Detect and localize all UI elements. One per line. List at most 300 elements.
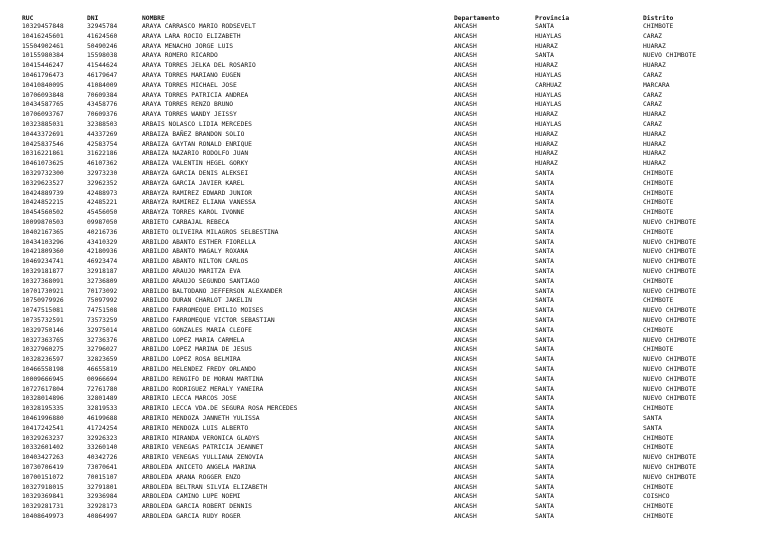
cell-dni: 73070641 (87, 464, 118, 471)
cell-ruc: 15504902461 (22, 42, 64, 50)
cell-nombre: ARBOLEDA CAMINO LUPE NOEMI (142, 493, 241, 501)
cell-distrito: CHIMBOTE (643, 326, 674, 334)
table-row (0, 189, 768, 198)
cell-departamento: ANCASH (454, 248, 477, 256)
cell-distrito: CHIMBOTE (643, 346, 674, 354)
cell-ruc: 10434103296 (22, 238, 64, 246)
table-row (0, 140, 768, 149)
cell-departamento: ANCASH (454, 356, 477, 364)
cell-nombre: ARBAYZA RAMIREZ EDWARD JUNIOR (142, 189, 252, 197)
cell-nombre: ARBIETO CARBAJAL REBECA (142, 219, 230, 226)
cell-provincia: SANTA (535, 326, 554, 334)
cell-departamento: ANCASH (454, 415, 477, 422)
table-row (0, 404, 768, 413)
cell-ruc: 10327960275 (22, 346, 64, 354)
cell-provincia: SANTA (535, 513, 554, 520)
cell-dni: 09987050 (87, 219, 118, 226)
cell-provincia: SANTA (535, 199, 554, 207)
cell-ruc: 10424852215 (22, 199, 64, 207)
cell-ruc: 10416245601 (22, 32, 64, 40)
cell-distrito: HUARAZ (643, 130, 666, 138)
cell-distrito: NUEVO CHIMBOTE (643, 307, 697, 315)
cell-ruc: 10461996880 (22, 415, 64, 422)
cell-distrito: NUEVO CHIMBOTE (643, 238, 697, 246)
header-provincia: Provincia (535, 15, 570, 22)
cell-departamento: ANCASH (454, 268, 477, 275)
cell-dni: 41544624 (87, 62, 118, 70)
cell-nombre: ARBILDO FARROMEQUE VICTOR SEBASTIAN (142, 317, 275, 324)
cell-distrito: SANTA (643, 424, 662, 432)
table-row (0, 394, 768, 403)
cell-nombre: ARBILDO LOPEZ MARIA CARMELA (142, 336, 245, 344)
cell-nombre: ARBILDO FARROMEQUE EMILIO MOISES (142, 307, 264, 315)
header-nombre: NOMBRE (142, 15, 165, 22)
cell-distrito: NUEVO CHIMBOTE (643, 317, 697, 324)
cell-departamento: ANCASH (454, 464, 477, 471)
cell-departamento: ANCASH (454, 405, 477, 413)
cell-nombre: ARBILDO ARAUJO SEGUNDO SANTIAGO (142, 277, 260, 285)
cell-ruc: 10454560502 (22, 209, 64, 217)
cell-distrito: CHIMBOTE (643, 199, 674, 207)
cell-ruc: 10410840095 (22, 81, 64, 89)
cell-nombre: ARBILDO GONZALES MARIA CLEOFE (142, 326, 252, 334)
cell-distrito: CHIMBOTE (643, 209, 674, 217)
cell-dni: 41084009 (87, 81, 118, 89)
cell-nombre: ARBAYZA TORRES KAROL IVONNE (142, 209, 245, 217)
cell-departamento: ANCASH (454, 317, 477, 324)
cell-nombre: ARBILDO DURAN CHARLOT JAKELIN (142, 297, 252, 305)
cell-dni: 46923474 (87, 258, 118, 266)
cell-distrito: CHIMBOTE (643, 513, 674, 520)
cell-provincia: SANTA (535, 219, 554, 226)
cell-ruc: 10466558198 (22, 366, 64, 373)
cell-provincia: SANTA (535, 336, 554, 344)
cell-distrito: CARAZ (643, 91, 662, 99)
cell-provincia: SANTA (535, 238, 554, 246)
cell-departamento: ANCASH (454, 297, 477, 305)
cell-dni: 32962352 (87, 179, 118, 187)
cell-dni: 32736376 (87, 336, 118, 344)
cell-departamento: ANCASH (454, 277, 477, 285)
cell-ruc: 10329181877 (22, 268, 64, 275)
table-row (0, 91, 768, 100)
cell-provincia: SANTA (535, 454, 554, 462)
table-row (0, 81, 768, 90)
cell-nombre: ARBILDO RODRIGUEZ MERALY YANEIRA (142, 385, 264, 393)
cell-provincia: SANTA (535, 385, 554, 393)
cell-distrito: NUEVO CHIMBOTE (643, 219, 697, 226)
cell-provincia: SANTA (535, 346, 554, 354)
cell-departamento: ANCASH (454, 62, 477, 70)
cell-dni: 70609376 (87, 111, 118, 119)
cell-distrito: NUEVO CHIMBOTE (643, 268, 697, 275)
cell-nombre: ARBIETO OLIVEIRA MILAGROS SELBESTINA (142, 228, 279, 236)
cell-ruc: 10415446247 (22, 62, 64, 70)
cell-provincia: SANTA (535, 228, 554, 236)
cell-distrito: CHIMBOTE (643, 297, 674, 305)
cell-departamento: ANCASH (454, 336, 477, 344)
cell-dni: 70173092 (87, 287, 118, 295)
cell-provincia: SANTA (535, 268, 554, 275)
cell-dni: 42485221 (87, 199, 118, 207)
cell-nombre: ARBIRIO MENDOZA LUIS ALBERTO (142, 424, 249, 432)
cell-departamento: ANCASH (454, 189, 477, 197)
cell-distrito: CHIMBOTE (643, 179, 674, 187)
table-row (0, 267, 768, 276)
cell-nombre: ARAYA TORRES WANDY JEISSY (142, 111, 237, 119)
cell-provincia: SANTA (535, 473, 554, 481)
cell-provincia: SANTA (535, 503, 554, 511)
cell-departamento: ANCASH (454, 199, 477, 207)
cell-ruc: 10434587765 (22, 101, 64, 109)
cell-ruc: 10425837546 (22, 140, 64, 148)
cell-departamento: ANCASH (454, 424, 477, 432)
cell-dni: 32945784 (87, 23, 118, 30)
cell-departamento: ANCASH (454, 228, 477, 236)
cell-ruc: 10329732300 (22, 170, 64, 177)
cell-distrito: CARAZ (643, 72, 662, 79)
cell-dni: 32823659 (87, 356, 118, 364)
cell-nombre: ARBAYZA GARCIA DENIS ALEKSEI (142, 170, 249, 177)
table-row (0, 414, 768, 423)
cell-provincia: HUARAZ (535, 140, 558, 148)
cell-ruc: 10417242541 (22, 424, 64, 432)
cell-provincia: SANTA (535, 23, 554, 30)
cell-provincia: SANTA (535, 277, 554, 285)
table-row (0, 296, 768, 305)
cell-departamento: ANCASH (454, 385, 477, 393)
cell-dni: 45456050 (87, 209, 118, 217)
cell-ruc: 10424889739 (22, 189, 64, 197)
cell-ruc: 10328236597 (22, 356, 64, 364)
cell-distrito: CHIMBOTE (643, 483, 674, 491)
cell-provincia: SANTA (535, 493, 554, 501)
cell-ruc: 10329263237 (22, 434, 64, 442)
cell-dni: 70015107 (87, 473, 118, 481)
table-row (0, 336, 768, 345)
cell-departamento: ANCASH (454, 52, 477, 60)
cell-dni: 31622186 (87, 150, 118, 158)
cell-provincia: HUARAZ (535, 130, 558, 138)
cell-distrito: NUEVO CHIMBOTE (643, 366, 697, 373)
cell-nombre: ARAYA TORRES MARIANO EUGEN (142, 72, 241, 79)
table-row (0, 365, 768, 374)
cell-nombre: ARBIRIO MENDOZA JANNETH YULISSA (142, 415, 260, 422)
cell-nombre: ARBILDO MELENDEZ FREDY ORLANDO (142, 366, 256, 373)
table-row (0, 434, 768, 443)
cell-dni: 32973230 (87, 170, 118, 177)
cell-dni: 32975014 (87, 326, 118, 334)
cell-provincia: SANTA (535, 483, 554, 491)
cell-ruc: 10700151072 (22, 473, 64, 481)
cell-dni: 32791801 (87, 483, 118, 491)
cell-ruc: 10328195335 (22, 405, 64, 413)
cell-departamento: ANCASH (454, 493, 477, 501)
cell-nombre: ARAYA MENACHO JORGE LUIS (142, 42, 233, 50)
cell-departamento: ANCASH (454, 72, 477, 79)
table-row (0, 483, 768, 492)
cell-ruc: 10747515081 (22, 307, 64, 315)
cell-nombre: ARBILDO RENGIFO DE MORAN MARTINA (142, 375, 264, 383)
cell-dni: 33260140 (87, 444, 118, 452)
cell-nombre: ARAYA TORRES JELKA DEL ROSARIO (142, 62, 256, 70)
cell-departamento: ANCASH (454, 513, 477, 520)
table-row (0, 247, 768, 256)
cell-departamento: ANCASH (454, 258, 477, 266)
cell-ruc: 10327363765 (22, 336, 64, 344)
cell-distrito: NUEVO CHIMBOTE (643, 375, 697, 383)
cell-nombre: ARBOLEDA GARCIA RUDY ROGER (142, 513, 241, 520)
cell-distrito: HUARAZ (643, 150, 666, 158)
cell-distrito: NUEVO CHIMBOTE (643, 473, 697, 481)
cell-dni: 46179647 (87, 72, 118, 79)
table-row (0, 198, 768, 207)
cell-ruc: 10461073625 (22, 160, 64, 168)
table-row (0, 345, 768, 354)
cell-distrito: HUARAZ (643, 42, 666, 50)
table-row (0, 238, 768, 247)
table-row (0, 130, 768, 139)
cell-nombre: ARBILDO ABANTO NILTON CARLOS (142, 258, 249, 266)
cell-ruc: 10332601402 (22, 444, 64, 452)
cell-departamento: ANCASH (454, 346, 477, 354)
cell-dni: 42180936 (87, 248, 118, 256)
cell-distrito: CARAZ (643, 101, 662, 109)
cell-nombre: ARBOLEDA GARCIA ROBERT DENNIS (142, 503, 252, 511)
cell-dni: 46107362 (87, 160, 118, 168)
cell-provincia: SANTA (535, 287, 554, 295)
cell-departamento: ANCASH (454, 395, 477, 403)
table-row (0, 228, 768, 237)
cell-ruc: 10701730921 (22, 287, 64, 295)
cell-distrito: CHIMBOTE (643, 277, 674, 285)
cell-departamento: ANCASH (454, 375, 477, 383)
cell-provincia: HUAYLAS (535, 101, 562, 109)
table-row (0, 22, 768, 31)
table-row (0, 287, 768, 296)
table-row (0, 208, 768, 217)
cell-provincia: HUARAZ (535, 42, 558, 50)
cell-provincia: SANTA (535, 366, 554, 373)
cell-departamento: ANCASH (454, 473, 477, 481)
table-row (0, 110, 768, 119)
cell-departamento: ANCASH (454, 454, 477, 462)
cell-ruc: 10750979926 (22, 297, 64, 305)
cell-provincia: HUAYLAS (535, 32, 562, 40)
cell-distrito: CHIMBOTE (643, 23, 674, 30)
cell-nombre: ARBAIS NOLASCO LIDIA MERCEDES (142, 121, 252, 128)
cell-nombre: ARBILDO BALTODANO JEFFERSON ALEXANDER (142, 287, 283, 295)
cell-nombre: ARBIRIO LECCA MARCOS JOSE (142, 395, 237, 403)
cell-dni: 46655819 (87, 366, 118, 373)
cell-ruc: 10403427263 (22, 454, 64, 462)
cell-dni: 43458776 (87, 101, 118, 109)
cell-distrito: NUEVO CHIMBOTE (643, 258, 697, 266)
cell-departamento: ANCASH (454, 101, 477, 109)
cell-departamento: ANCASH (454, 503, 477, 511)
cell-ruc: 10329281731 (22, 503, 64, 511)
cell-provincia: HUAYLAS (535, 72, 562, 79)
cell-ruc: 10099870503 (22, 219, 64, 226)
cell-distrito: NUEVO CHIMBOTE (643, 454, 697, 462)
cell-departamento: ANCASH (454, 444, 477, 452)
cell-dni: 50490246 (87, 42, 118, 50)
cell-distrito: MARCARA (643, 81, 670, 89)
cell-dni: 00966694 (87, 375, 118, 383)
table-row (0, 51, 768, 60)
cell-dni: 44337269 (87, 130, 118, 138)
table-row (0, 149, 768, 158)
cell-ruc: 10421809360 (22, 248, 64, 256)
header-departamento: Departamento (454, 15, 500, 22)
cell-dni: 32801489 (87, 395, 118, 403)
header-ruc: RUC (22, 15, 34, 22)
table-row (0, 326, 768, 335)
cell-distrito: NUEVO CHIMBOTE (643, 385, 697, 393)
table-row (0, 159, 768, 168)
cell-dni: 75097992 (87, 297, 118, 305)
cell-provincia: SANTA (535, 405, 554, 413)
cell-distrito: NUEVO CHIMBOTE (643, 395, 697, 403)
cell-departamento: ANCASH (454, 287, 477, 295)
cell-nombre: ARBILDO ARAUJO MARITZA EVA (142, 268, 241, 275)
cell-dni: 72761780 (87, 385, 118, 393)
cell-departamento: ANCASH (454, 42, 477, 50)
cell-departamento: ANCASH (454, 209, 477, 217)
cell-dni: 32796027 (87, 346, 118, 354)
cell-provincia: HUAYLAS (535, 121, 562, 128)
cell-provincia: SANTA (535, 415, 554, 422)
cell-dni: 32936984 (87, 493, 118, 501)
cell-nombre: ARAYA CARRASCO MARIO RODSEVELT (142, 23, 256, 30)
cell-provincia: SANTA (535, 179, 554, 187)
cell-departamento: ANCASH (454, 150, 477, 158)
cell-nombre: ARBAIZA GAYTAN RONALD ENRIQUE (142, 140, 252, 148)
cell-departamento: ANCASH (454, 238, 477, 246)
cell-ruc: 10329623527 (22, 179, 64, 187)
cell-distrito: NUEVO CHIMBOTE (643, 464, 697, 471)
table-row (0, 443, 768, 452)
cell-provincia: SANTA (535, 356, 554, 364)
cell-dni: 74751508 (87, 307, 118, 315)
cell-distrito: CARAZ (643, 121, 662, 128)
cell-dni: 70609384 (87, 91, 118, 99)
cell-dni: 73573259 (87, 317, 118, 324)
table-row (0, 375, 768, 384)
cell-departamento: ANCASH (454, 366, 477, 373)
cell-nombre: ARBOLEDA ARANA ROGGER ENZO (142, 473, 241, 481)
table-row (0, 316, 768, 325)
table-row (0, 385, 768, 394)
cell-provincia: SANTA (535, 170, 554, 177)
cell-provincia: SANTA (535, 248, 554, 256)
cell-departamento: ANCASH (454, 326, 477, 334)
cell-dni: 46199688 (87, 415, 118, 422)
cell-distrito: CHIMBOTE (643, 189, 674, 197)
cell-provincia: SANTA (535, 189, 554, 197)
cell-dni: 32388503 (87, 121, 118, 128)
cell-ruc: 10706093767 (22, 111, 64, 119)
cell-provincia: HUARAZ (535, 150, 558, 158)
cell-distrito: CHIMBOTE (643, 444, 674, 452)
table-row (0, 61, 768, 70)
cell-provincia: SANTA (535, 444, 554, 452)
cell-departamento: ANCASH (454, 140, 477, 148)
cell-departamento: ANCASH (454, 179, 477, 187)
cell-distrito: CHIMBOTE (643, 503, 674, 511)
cell-ruc: 10402167365 (22, 228, 64, 236)
cell-provincia: SANTA (535, 464, 554, 471)
cell-distrito: CHIMBOTE (643, 434, 674, 442)
table-row (0, 463, 768, 472)
cell-distrito: CHIMBOTE (643, 228, 674, 236)
cell-provincia: SANTA (535, 258, 554, 266)
cell-nombre: ARAYA TORRES MICHAEL JOSE (142, 81, 237, 89)
cell-departamento: ANCASH (454, 483, 477, 491)
cell-nombre: ARBAYZA RAMIREZ ELIANA VANESSA (142, 199, 256, 207)
cell-nombre: ARBIRIO MIRANDA VERONICA GLADYS (142, 434, 260, 442)
cell-distrito: NUEVO CHIMBOTE (643, 356, 697, 364)
cell-ruc: 10329750146 (22, 326, 64, 334)
table-row (0, 355, 768, 364)
cell-dni: 41624560 (87, 32, 118, 40)
cell-ruc: 10323885031 (22, 121, 64, 128)
cell-provincia: SANTA (535, 375, 554, 383)
cell-provincia: SANTA (535, 209, 554, 217)
cell-nombre: ARAYA TORRES RENZO BRUNO (142, 101, 233, 109)
cell-nombre: ARAYA TORRES PATRICIA ANDREA (142, 91, 249, 99)
table-row (0, 42, 768, 51)
cell-ruc: 10329369841 (22, 493, 64, 501)
cell-nombre: ARBILDO ABANTO ESTHER FIORELLA (142, 238, 256, 246)
cell-departamento: ANCASH (454, 81, 477, 89)
cell-distrito: CHIMBOTE (643, 405, 674, 413)
table-row (0, 120, 768, 129)
cell-ruc: 10155980384 (22, 52, 64, 60)
table-row (0, 32, 768, 41)
cell-provincia: SANTA (535, 424, 554, 432)
cell-departamento: ANCASH (454, 121, 477, 128)
cell-distrito: HUARAZ (643, 160, 666, 168)
table-row (0, 257, 768, 266)
cell-distrito: COISHCO (643, 493, 670, 501)
table-row (0, 169, 768, 178)
cell-dni: 40216736 (87, 228, 118, 236)
header-dni: DNI (87, 15, 99, 22)
header-distrito: Distrito (643, 15, 674, 22)
cell-dni: 42583754 (87, 140, 118, 148)
table-row (0, 502, 768, 511)
cell-dni: 42488973 (87, 189, 118, 197)
cell-nombre: ARBAIZA BAÑEZ BRANDON SOLIO (142, 130, 245, 138)
cell-provincia: HUAYLAS (535, 91, 562, 99)
cell-departamento: ANCASH (454, 111, 477, 119)
table-row (0, 453, 768, 462)
table-row (0, 512, 768, 521)
cell-provincia: SANTA (535, 52, 554, 60)
cell-ruc: 10727617804 (22, 385, 64, 393)
cell-distrito: HUARAZ (643, 62, 666, 70)
cell-nombre: ARAYA ROMERO RICARDO (142, 52, 218, 60)
cell-dni: 32918187 (87, 268, 118, 275)
cell-distrito: HUARAZ (643, 111, 666, 119)
cell-distrito: NUEVO CHIMBOTE (643, 248, 697, 256)
table-row (0, 306, 768, 315)
table-row (0, 218, 768, 227)
cell-dni: 40342726 (87, 454, 118, 462)
table-row (0, 492, 768, 501)
cell-ruc: 10443372691 (22, 130, 64, 138)
